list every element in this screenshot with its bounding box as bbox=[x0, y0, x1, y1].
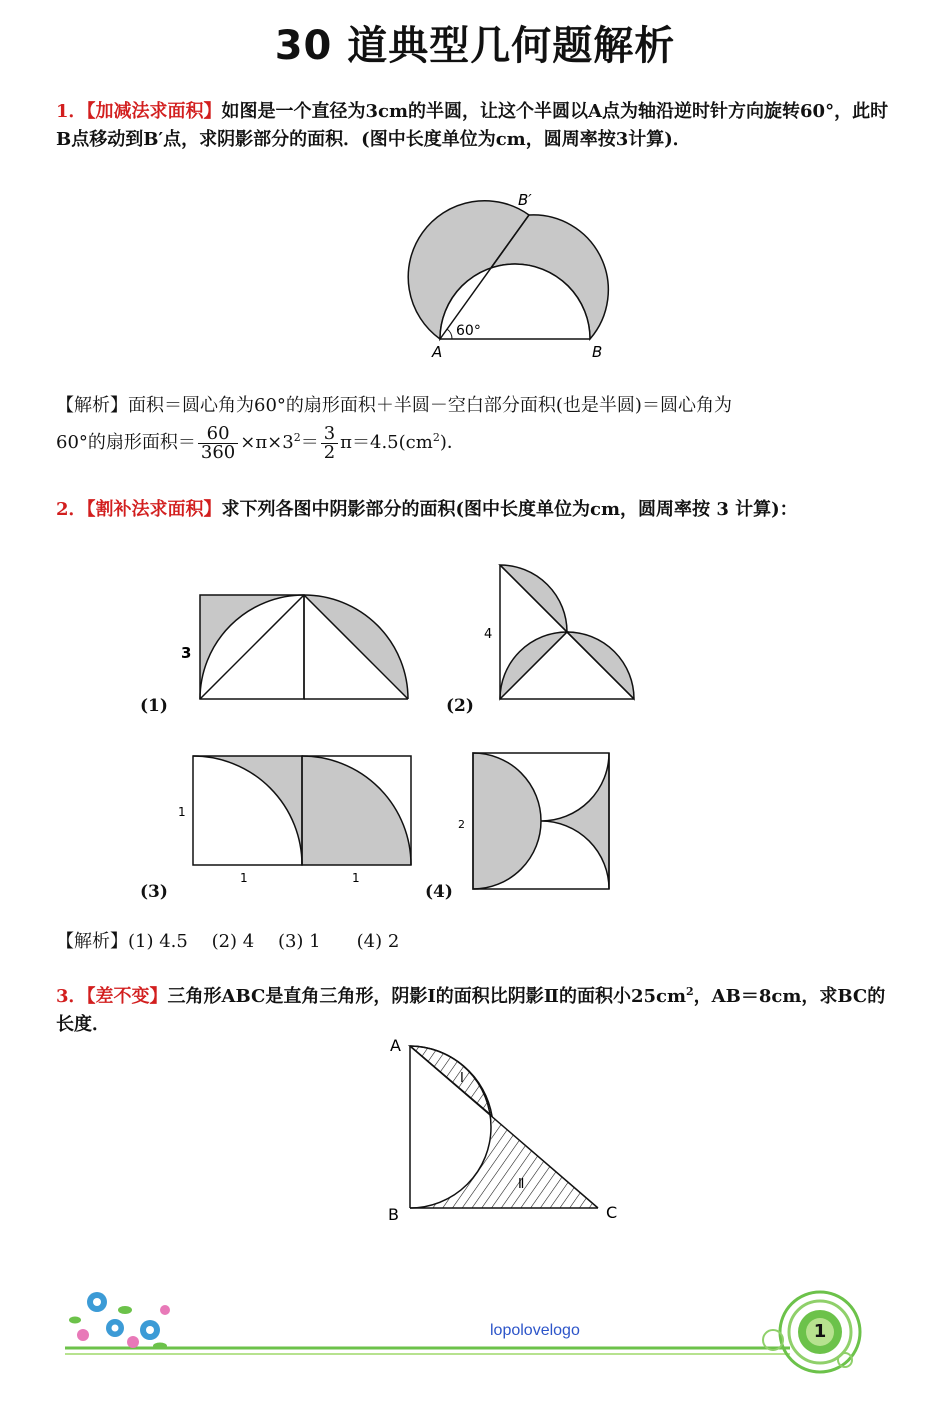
footer-decoration bbox=[55, 1280, 905, 1390]
solution-text: ＝ bbox=[300, 432, 319, 453]
fraction-numerator: 60 bbox=[198, 425, 238, 444]
region-ii-label: Ⅱ bbox=[518, 1177, 525, 1192]
figure-3 bbox=[380, 1032, 630, 1227]
superscript: 2 bbox=[432, 431, 440, 444]
solution-text: ×π×3 bbox=[240, 432, 294, 453]
figure-2-2 bbox=[478, 560, 643, 705]
question-number: 3． bbox=[56, 986, 87, 1007]
fraction-numerator: 3 bbox=[321, 425, 338, 444]
sublabel-4: (4) bbox=[425, 882, 453, 902]
footer-brand: lopolovelogo bbox=[490, 1322, 580, 1339]
point-c-label: C bbox=[606, 1203, 618, 1222]
solution-text: 60°的扇形面积＝ bbox=[56, 432, 196, 453]
question-text: 三角形ABC是直角三角形，阴影Ⅰ的面积比阴影Ⅱ的面积小25cm bbox=[167, 986, 687, 1007]
side-label: 1 bbox=[178, 805, 186, 819]
flower-icon bbox=[69, 1292, 170, 1350]
sublabel-3: (3) bbox=[140, 882, 168, 902]
fraction-denominator: 360 bbox=[200, 441, 236, 463]
sublabel-2: (2) bbox=[446, 696, 474, 716]
solution-1-line2 bbox=[56, 424, 896, 462]
question-3 bbox=[56, 978, 896, 1039]
region-i-label: Ⅰ bbox=[460, 1071, 464, 1086]
fraction-1 bbox=[198, 422, 238, 463]
question-number: 2． bbox=[56, 499, 87, 520]
question-1 bbox=[56, 98, 896, 154]
width-label-1: 1 bbox=[240, 871, 248, 885]
question-tag: 【割补法求面积】 bbox=[86, 499, 222, 520]
side-label: 2 bbox=[458, 818, 465, 831]
question-text: ，AB＝8cm，求BC的长度． bbox=[56, 986, 886, 1035]
point-a-label: A bbox=[432, 343, 443, 361]
point-b-label: B bbox=[592, 343, 603, 361]
width-label-2: 1 bbox=[352, 871, 360, 885]
superscript: 2 bbox=[686, 985, 694, 998]
point-b-label: B bbox=[388, 1205, 399, 1224]
point-bprime-label: B′ bbox=[518, 191, 532, 209]
figure-2-1 bbox=[175, 585, 420, 705]
figure-1 bbox=[380, 185, 620, 365]
side-label: 3 bbox=[181, 644, 192, 662]
angle-label: 60° bbox=[456, 323, 481, 339]
point-a-label: A bbox=[390, 1036, 401, 1055]
fraction-2 bbox=[321, 422, 338, 463]
figure-2-4 bbox=[455, 748, 615, 893]
question-tag: 【加减法求面积】 bbox=[86, 101, 222, 122]
figure-2-3 bbox=[170, 752, 420, 887]
question-2 bbox=[56, 496, 896, 524]
page-title: 30 道典型几何题解析 bbox=[274, 23, 676, 69]
solution-text: )． bbox=[439, 432, 465, 453]
question-text: 如图是一个直径为3cm的半圆，让这个半圆以A点为轴沿逆时针方向旋转60°，此时B点移动到B′点，求阴影部分的面积．(图中长度单位为cm，圆周率按3计算)． bbox=[56, 101, 889, 150]
question-number: 1． bbox=[56, 101, 87, 122]
sublabel-1: (1) bbox=[140, 696, 168, 716]
superscript: 2 bbox=[293, 431, 301, 444]
fraction-denominator: 2 bbox=[323, 441, 336, 463]
question-tag: 【差不变】 bbox=[86, 986, 168, 1007]
solution-2: 【解析】(1) 4.5 (2) 4 (3) 1 (4) 2 bbox=[56, 931, 400, 952]
side-label: 4 bbox=[484, 627, 493, 642]
solution-1-line1: 【解析】面积＝圆心角为60°的扇形面积＋半圆－空白部分面积(也是半圆)＝圆心角为 bbox=[56, 395, 732, 416]
solution-text: π＝4.5(cm bbox=[340, 432, 433, 453]
question-text: 求下列各图中阴影部分的面积(图中长度单位为cm，圆周率按 3 计算)： bbox=[221, 499, 798, 520]
page-number: 1 bbox=[813, 1321, 827, 1342]
